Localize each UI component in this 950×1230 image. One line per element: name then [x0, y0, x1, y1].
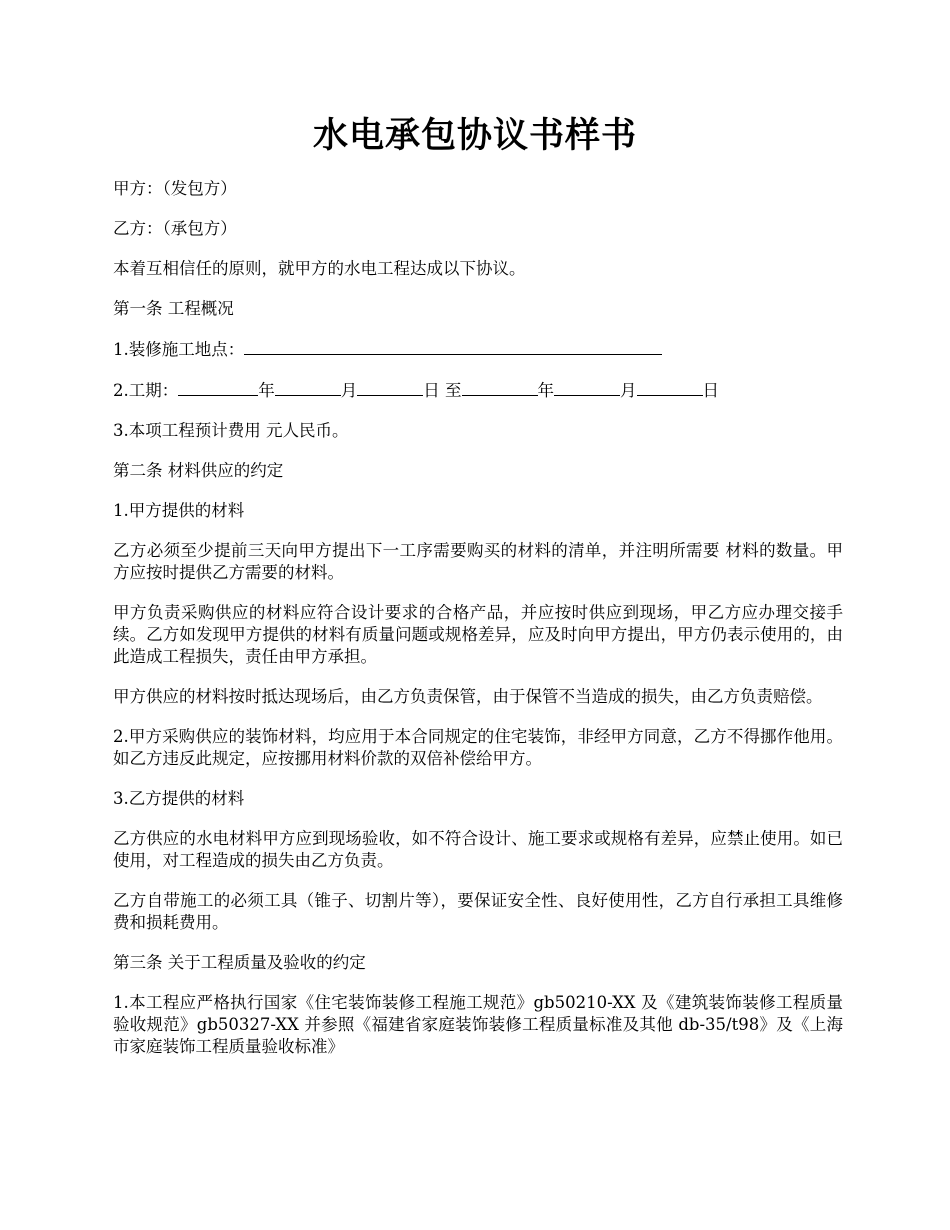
- party-b-materials-paragraph: 乙方供应的水电材料甲方应到现场验收，如不符合设计、施工要求或规格有差异，应禁止使用。如已使用，对工程造成的损失由乙方负责。: [113, 829, 843, 870]
- estimated-cost-line: 3.本项工程预计费用 元人民币。: [113, 421, 349, 440]
- intro-paragraph: 本着互相信任的原则，就甲方的水电工程达成以下协议。: [113, 259, 526, 278]
- party-a-line: 甲方：（发包方）: [113, 179, 237, 198]
- site-location-label: 1.装修施工地点：: [113, 340, 245, 359]
- end-year-unit: 年: [537, 381, 554, 400]
- storage-paragraph: 甲方供应的材料按时抵达现场后，由乙方负责保管，由于保管不当造成的损失，由乙方负责赔偿。: [113, 687, 823, 706]
- party-b-line: 乙方：（承包方）: [113, 219, 237, 238]
- start-day-blank: [357, 379, 423, 396]
- tools-paragraph: 乙方自带施工的必须工具（锥子、切割片等），要保证安全性、良好使用性，乙方自行承担工具维修费和损耗费用。: [113, 891, 843, 932]
- quality-standards-paragraph: 1.本工程应严格执行国家《住宅装饰装修工程施工规范》gb50210-XX 及《建筑装饰装修工程质量验收规范》gb50327-XX 并参照《福建省家庭装饰装修工程质量标准及其他 db-35/t98》及《上海市家庭装饰工程质量验收标准》: [113, 993, 843, 1056]
- material-usage-paragraph: 2.甲方采购供应的装饰材料，均应用于本合同规定的住宅装饰，非经甲方同意，乙方不得挪作他用。如乙方违反此规定，应按挪用材料价款的双倍补偿给甲方。: [113, 727, 843, 768]
- start-year-blank: [178, 379, 258, 396]
- duration-line: [113, 379, 843, 402]
- start-month-unit: 月: [340, 381, 358, 400]
- end-day-unit: 日: [702, 381, 719, 400]
- article-2-heading: 第二条 材料供应的约定: [113, 461, 284, 480]
- materials-list-paragraph: 乙方必须至少提前三天向甲方提出下一工序需要购买的材料的清单，并注明所需要 材料的数量。甲方应按时提供乙方需要的材料。: [113, 541, 843, 582]
- site-location-line: [113, 338, 843, 361]
- party-b-materials-heading: 3.乙方提供的材料: [113, 789, 245, 808]
- start-day-unit: 日 至: [423, 381, 462, 400]
- document-title: 水电承包协议书样书: [312, 115, 637, 156]
- end-day-blank: [637, 379, 703, 396]
- article-1-heading: 第一条 工程概况: [113, 299, 234, 318]
- document-body: [113, 178, 843, 1076]
- start-year-unit: 年: [258, 381, 275, 400]
- duration-label: 2.工期：: [113, 381, 179, 400]
- party-a-materials-heading: 1.甲方提供的材料: [113, 501, 245, 520]
- end-year-blank: [462, 379, 538, 396]
- end-month-blank: [554, 379, 620, 396]
- start-month-blank: [275, 379, 341, 396]
- site-location-blank: [244, 338, 662, 355]
- party-a-procurement-paragraph: 甲方负责采购供应的材料应符合设计要求的合格产品，并应按时供应到现场，甲乙方应办理交接手续。乙方如发现甲方提供的材料有质量问题或规格差异，应及时向甲方提出，甲方仍表示使用的，由此造成工程损失，责任由甲方承担。: [113, 603, 843, 666]
- article-3-heading: 第三条 关于工程质量及验收的约定: [113, 953, 366, 972]
- end-month-unit: 月: [620, 381, 637, 400]
